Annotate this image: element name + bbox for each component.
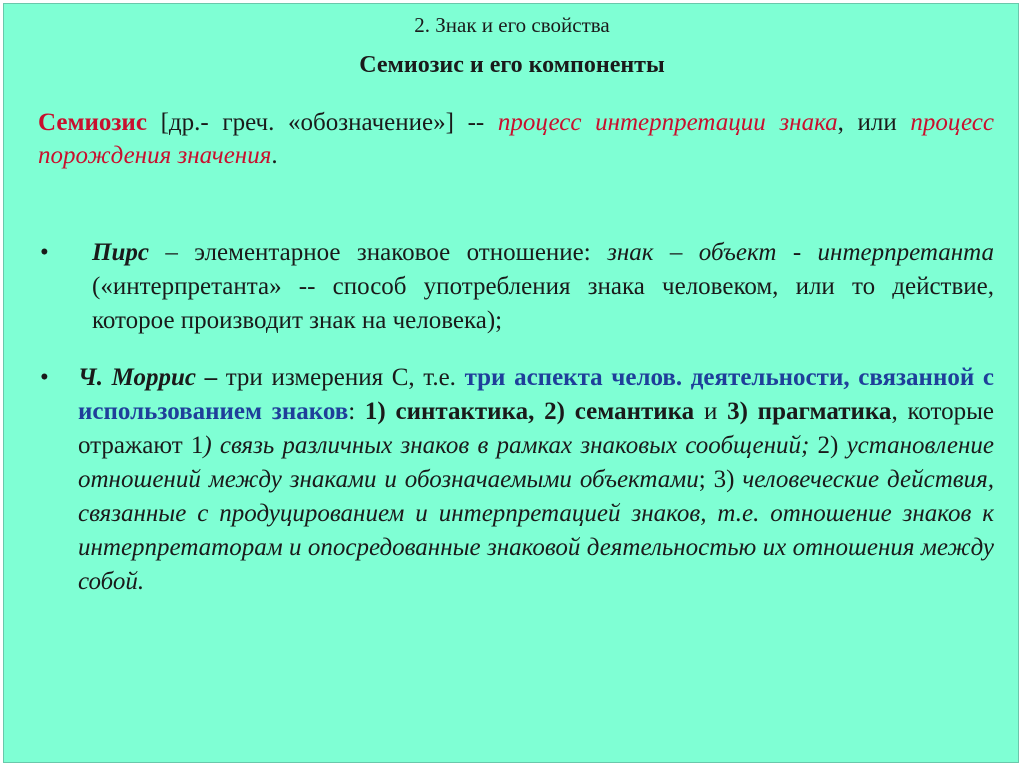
peirce-text <box>78 236 994 338</box>
slide-title: Семиозис и его компоненты <box>359 52 665 78</box>
morris-name: Ч. Моррис <box>78 364 196 391</box>
definition-end: . <box>271 142 278 169</box>
definition-meaning-1: процесс интерпретации знака <box>497 109 838 136</box>
morris-which: , которые отражают 1 <box>78 398 994 459</box>
morris-syntactics: 1) синтактика, 2) семантика <box>364 398 695 425</box>
slide-subtitle: 2. Знак и его свойства <box>414 13 610 37</box>
bullet-morris <box>40 361 994 599</box>
morris-num-2: 2) <box>809 432 847 459</box>
definition-meaning-2: процесс порождения значения <box>38 109 994 169</box>
peirce-triad: знак – объект - интерпретанта <box>607 239 995 266</box>
definition-joiner: , или <box>837 109 911 136</box>
morris-dash: – <box>195 364 226 391</box>
definition-term: Семиозис <box>38 109 147 136</box>
morris-aspects: три аспекта челов. деятельности, связанной с использованием знаков <box>78 364 994 425</box>
slide <box>3 3 1019 763</box>
morris-colon: : <box>348 398 365 425</box>
morris-pragmatics: 3) прагматика <box>727 398 892 425</box>
bullet-marker: • <box>40 364 49 391</box>
peirce-rest: («интерпретанта» -- способ употребления знака человеком, или то действие, которое производит знак на человека); <box>92 273 994 334</box>
peirce-name: Пирс <box>92 239 149 266</box>
morris-and: и <box>694 398 728 425</box>
morris-relation-1: ) связь различных знаков в рамках знаковых сообщений; <box>203 432 810 459</box>
semiosis-definition <box>38 106 994 172</box>
bullet-marker: • <box>40 239 49 266</box>
morris-intro: три измерения С, т.е. <box>225 364 465 391</box>
bullet-peirce <box>40 236 994 338</box>
morris-relation-3: человеческие действия, связанные с продуцированием и интерпретацией знаков, т.е. отношение знаков к интерпретаторам и опосредованные знаковой деятельностью их отношения между собой. <box>78 466 994 595</box>
morris-num-3: ; 3) <box>698 466 743 493</box>
morris-text <box>78 361 994 599</box>
morris-relation-2: установление отношений между знаками и обозначаемыми объектами <box>78 432 995 493</box>
definition-etymology: [др.- греч. «обозначение»] -- <box>146 109 498 136</box>
peirce-dash: – элементарное знаковое отношение: <box>148 239 608 266</box>
